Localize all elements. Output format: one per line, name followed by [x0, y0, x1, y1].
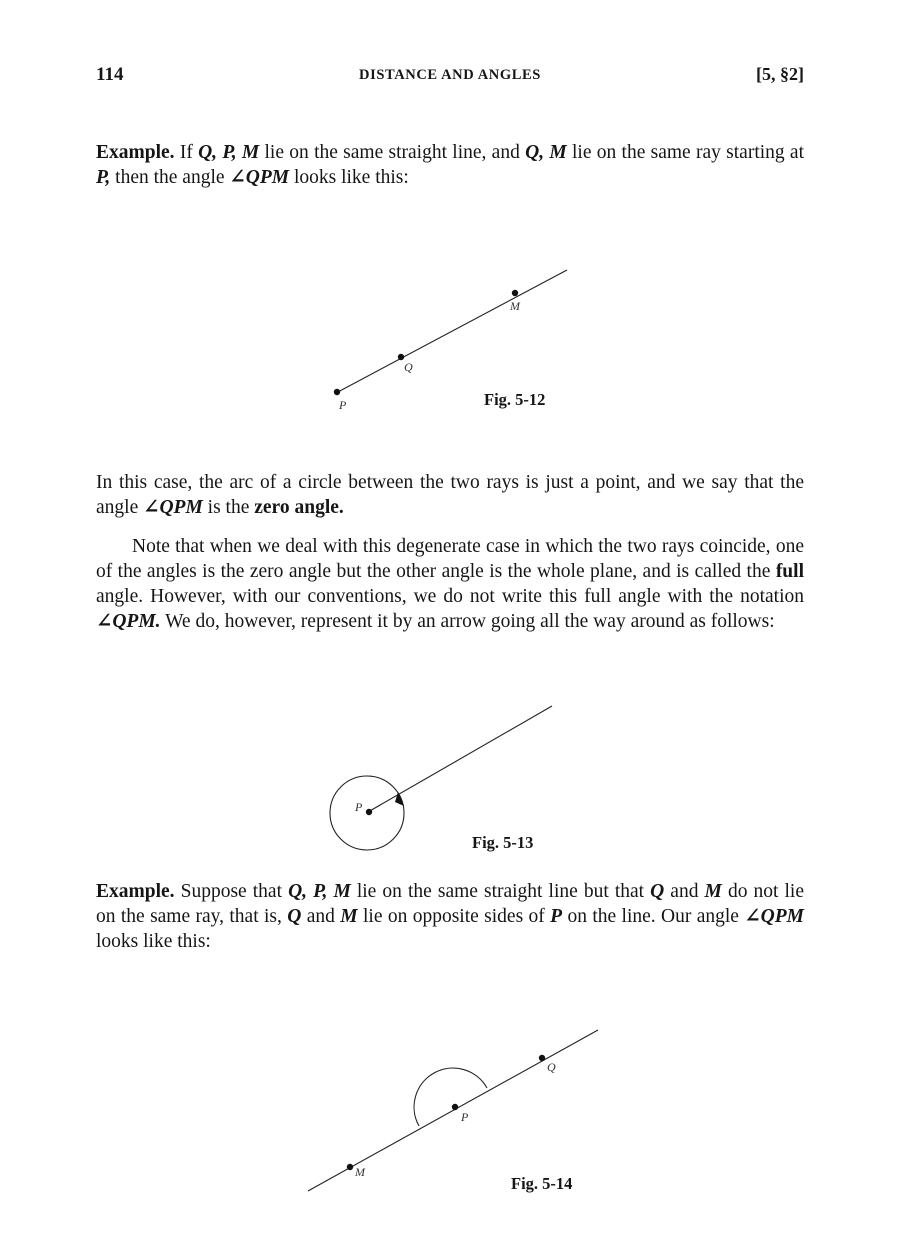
math-run: Q — [650, 881, 665, 902]
text-run: and — [664, 881, 705, 902]
label-p: P — [355, 800, 363, 814]
math-run: Q, P, M — [198, 142, 260, 163]
point-q — [539, 1055, 545, 1061]
example-label: Example. — [96, 142, 175, 163]
text-run: looks like this: — [96, 931, 211, 952]
term-full: full — [775, 561, 804, 582]
figure-caption: Fig. 5-13 — [472, 833, 534, 852]
figure-caption: Fig. 5-14 — [511, 1174, 573, 1193]
text-run: on the line. Our angle — [562, 906, 745, 927]
text-run: do not lie on the same ray, that is, — [96, 881, 804, 927]
text-run: lie on the same straight line, and — [259, 142, 526, 163]
text-run: Note that when we deal with this degenerate case in which the two rays coincide, one of the angles is the zero angle but the other angle is the whole plane, and is called the — [96, 536, 804, 582]
label-m: M — [355, 1165, 365, 1179]
text-run: In this case, the arc of a circle between the two rays is just a point, and we say that the angle — [96, 472, 804, 518]
term-zero-angle: zero angle. — [254, 497, 344, 518]
text-run: is the — [202, 497, 255, 518]
page-number: 114 — [96, 64, 124, 85]
label-q: Q — [547, 1060, 556, 1074]
text-run: lie on the same straight line but that — [350, 881, 651, 902]
point-p — [452, 1104, 458, 1110]
straight-angle-arc — [414, 1068, 487, 1126]
section-reference: [5, §2] — [756, 64, 804, 84]
text-run: lie on opposite sides of — [357, 906, 551, 927]
math-run: ∠QPM — [229, 167, 290, 188]
text-run: angle. However, with our conventions, we do not write this full angle with the notation — [96, 586, 804, 607]
text-run: then the angle — [110, 167, 230, 188]
text-run: If — [174, 142, 199, 163]
text-run: and — [301, 906, 341, 927]
math-run: ∠QPM — [744, 906, 804, 927]
math-run: ∠QPM — [143, 497, 203, 518]
text-run: Suppose that — [174, 881, 289, 902]
math-run: P — [550, 906, 563, 927]
math-run: Q — [287, 906, 302, 927]
math-run: Q, M — [525, 142, 567, 163]
text-run: looks like this: — [289, 167, 409, 188]
text-run: We do, however, represent it by an arrow going all the way around as follows: — [160, 611, 775, 632]
figure-caption: Fig. 5-12 — [484, 390, 546, 409]
running-title: DISTANCE AND ANGLES — [359, 67, 541, 83]
point-m — [347, 1164, 353, 1170]
label-p: P — [461, 1110, 469, 1124]
math-run: P, — [96, 167, 111, 188]
math-run: M — [340, 906, 358, 927]
math-run: Q, P, M — [288, 881, 351, 902]
label-q: Q — [404, 360, 413, 374]
example-label: Example. — [96, 881, 175, 902]
label-m: M — [510, 299, 520, 313]
text-run: lie on the same ray starting at — [566, 142, 805, 163]
math-run: ∠QPM. — [96, 611, 161, 632]
label-p: P — [339, 398, 347, 412]
math-run: M — [704, 881, 722, 902]
